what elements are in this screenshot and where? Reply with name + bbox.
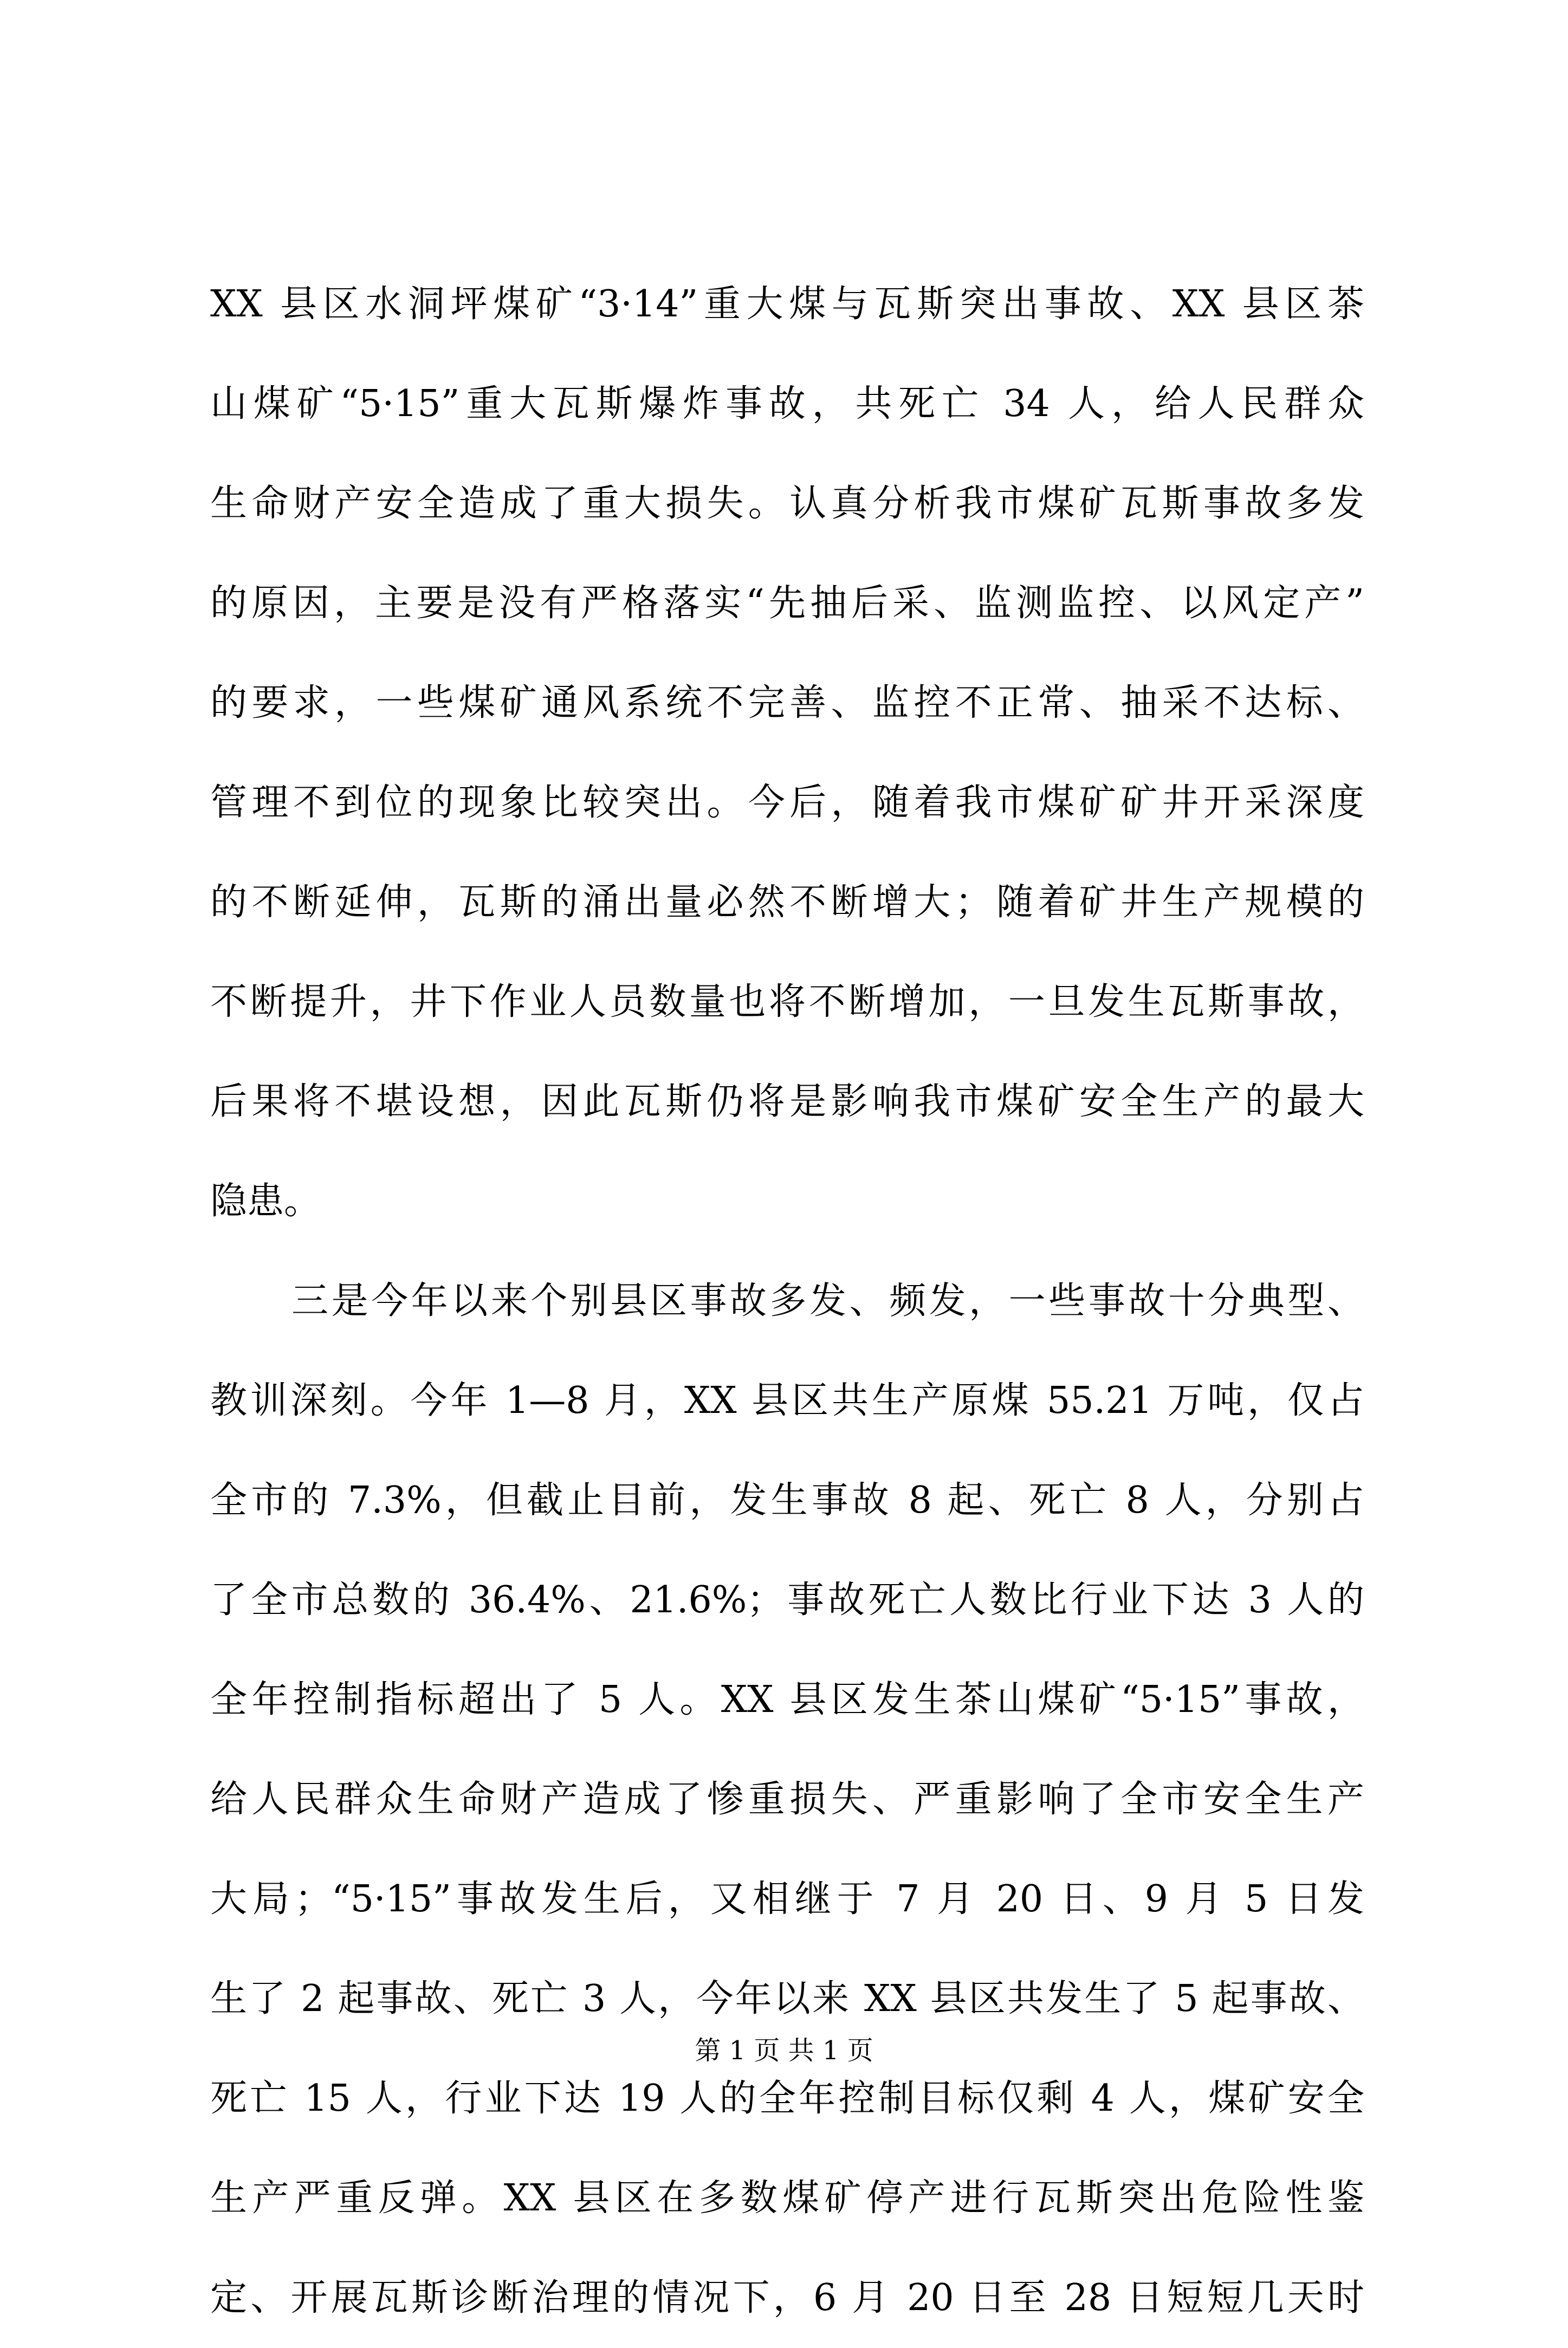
text-line: 不断提升，井下作业人员数量也将不断增加，一旦发生瓦斯事故， xyxy=(210,981,1364,1023)
text-line: 后果将不堪设想，因此瓦斯仍将是影响我市煤矿安全生产的最大 xyxy=(210,1080,1364,1123)
text-line: 教训深刻。今年 1—8 月，XX 县区共生产原煤 55.21 万吨，仅占 xyxy=(210,1379,1364,1422)
text-line: 山煤矿“5·15”重大瓦斯爆炸事故，共死亡 34 人，给人民群众 xyxy=(210,382,1364,425)
text-line: 管理不到位的现象比较突出。今后，随着我市煤矿矿井开采深度 xyxy=(210,781,1364,824)
text-line: 定、开展瓦斯诊断治理的情况下，6 月 20 日至 28 日短短几天时 xyxy=(210,2276,1364,2319)
text-line: 生产严重反弹。XX 县区在多数煤矿停产进行瓦斯突出危险性鉴 xyxy=(210,2177,1364,2220)
text-line: 的不断延伸，瓦斯的涌出量必然不断增大；随着矿井生产规模的 xyxy=(210,881,1364,924)
text-line: 大局；“5·15”事故发生后，又相继于 7 月 20 日、9 月 5 日发 xyxy=(210,1878,1364,1921)
text-line: 的原因，主要是没有严格落实“先抽后采、监测监控、以风定产” xyxy=(210,582,1364,625)
text-line: XX 县区水洞坪煤矿“3·14”重大煤与瓦斯突出事故、XX 县区茶 xyxy=(210,283,1364,326)
text-line: 隐患。 xyxy=(210,1180,321,1223)
text-line: 全年控制指标超出了 5 人。XX 县区发生茶山煤矿“5·15”事故， xyxy=(210,1678,1364,1721)
text-line: 全市的 7.3%，但截止目前，发生事故 8 起、死亡 8 人，分别占 xyxy=(210,1479,1364,1522)
text-line: 生了 2 起事故、死亡 3 人，今年以来 XX 县区共发生了 5 起事故、 xyxy=(210,1977,1364,2020)
text-line: 死亡 15 人，行业下达 19 人的全年控制目标仅剩 4 人，煤矿安全 xyxy=(210,2077,1364,2120)
text-line: 的要求，一些煤矿通风系统不完善、监控不正常、抽采不达标、 xyxy=(210,682,1364,724)
page-number-footer: 第 1 页 共 1 页 xyxy=(695,2035,873,2066)
text-line: 给人民群众生命财产造成了惨重损失、严重影响了全市安全生产 xyxy=(210,1778,1364,1821)
text-line: 三是今年以来个别县区事故多发、频发，一些事故十分典型、 xyxy=(291,1280,1364,1322)
text-line: 了全市总数的 36.4%、21.6%；事故死亡人数比行业下达 3 人的 xyxy=(210,1579,1364,1621)
text-line: 生命财产安全造成了重大损失。认真分析我市煤矿瓦斯事故多发 xyxy=(210,482,1364,525)
